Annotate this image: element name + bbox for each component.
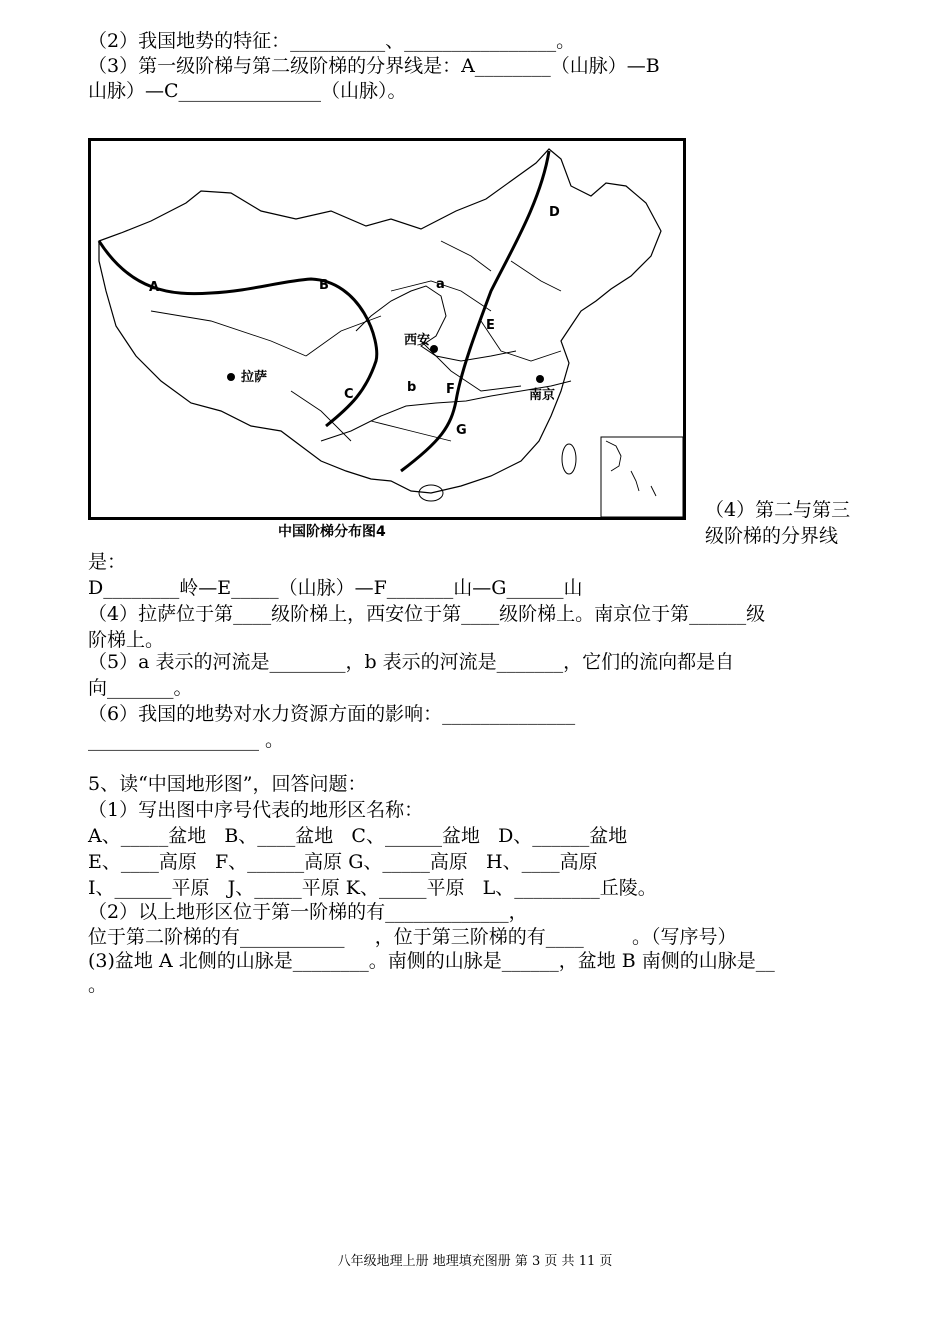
nanjing-dot	[536, 375, 544, 383]
question-4-side-2: 级阶梯的分界线	[705, 525, 839, 547]
label-G: G	[456, 423, 467, 438]
section-5-q2-cont: 位于第二阶梯的有___________ ，位于第三阶梯的有____ 。（写序号）	[88, 926, 737, 948]
boundary-line-defg	[401, 151, 549, 471]
section-5-title: 5、读“中国地形图”，回答问题：	[88, 773, 367, 795]
label-A: A	[149, 280, 160, 295]
section-5-q3-cont: 。	[88, 974, 108, 996]
question-3-line: （3）第一级阶梯与第二级阶梯的分界线是：A________（山脉）—B	[88, 55, 660, 77]
section-5-q2: （2）以上地形区位于第一阶梯的有_____________，	[88, 901, 528, 923]
label-nanjing: 南京	[529, 388, 556, 403]
label-b: b	[407, 380, 417, 395]
map-caption: 中国阶梯分布图4	[278, 524, 386, 540]
label-lasa: 拉萨	[241, 370, 268, 385]
label-B: B	[319, 278, 329, 293]
question-4-line: 是：	[88, 551, 127, 573]
section-5-q1: （1）写出图中序号代表的地形区名称：	[88, 799, 424, 821]
section-5-plains: I、______平原 J、_____平原 K、_____平原 L、_________丘陵。	[88, 877, 657, 899]
question-4-side-1: （4）第二与第三	[705, 499, 851, 521]
question-6-line-cont: __________________ 。	[88, 729, 285, 751]
label-C: C	[344, 387, 354, 402]
question-2-line: （2）我国地势的特征：__________、________________。	[88, 30, 576, 52]
boundary-line-abc	[99, 241, 377, 426]
taiwan-island	[562, 444, 576, 474]
question-4b-line-cont: 阶梯上。	[88, 629, 165, 651]
label-a: a	[436, 277, 445, 292]
question-5-line: （5）a 表示的河流是________，b 表示的河流是_______，它们的流向都是自	[88, 651, 735, 673]
section-5-q3: (3)盆地 A 北侧的山脉是________。南侧的山脉是______，盆地 B 南侧的山脉是__	[88, 950, 775, 972]
question-6-line: （6）我国的地势对水力资源方面的影响：______________	[88, 703, 576, 725]
label-D: D	[549, 205, 560, 220]
label-xian: 西安	[404, 333, 431, 348]
inset-coast	[606, 441, 656, 496]
section-5-plateaus: E、____高原 F、______高原 G、_____高原 H、____高原	[88, 851, 598, 873]
section-5-basins: A、_____盆地 B、____盆地 C、______盆地 D、______盆地	[88, 825, 628, 847]
xian-dot	[430, 345, 438, 353]
china-terrain-steps-map	[88, 138, 686, 520]
south-china-sea-inset	[601, 437, 683, 517]
province-lines	[151, 241, 561, 441]
map-drawing	[91, 141, 683, 517]
question-5-line-cont: 向_______。	[88, 677, 193, 699]
question-4-boundary-blanks: D________岭—E_____（山脉）—F_______山—G______山	[88, 577, 583, 599]
question-3-line-cont: 山脉）—C_______________（山脉）。	[88, 80, 407, 102]
label-F: F	[446, 382, 455, 397]
china-outline	[99, 149, 661, 493]
lasa-dot	[227, 373, 235, 381]
label-E: E	[486, 318, 495, 333]
page-footer: 八年级地理上册 地理填充图册 第 3 页 共 11 页	[337, 1254, 613, 1269]
question-4b-line: （4）拉萨位于第____级阶梯上，西安位于第____级阶梯上。南京位于第______级	[88, 603, 766, 625]
